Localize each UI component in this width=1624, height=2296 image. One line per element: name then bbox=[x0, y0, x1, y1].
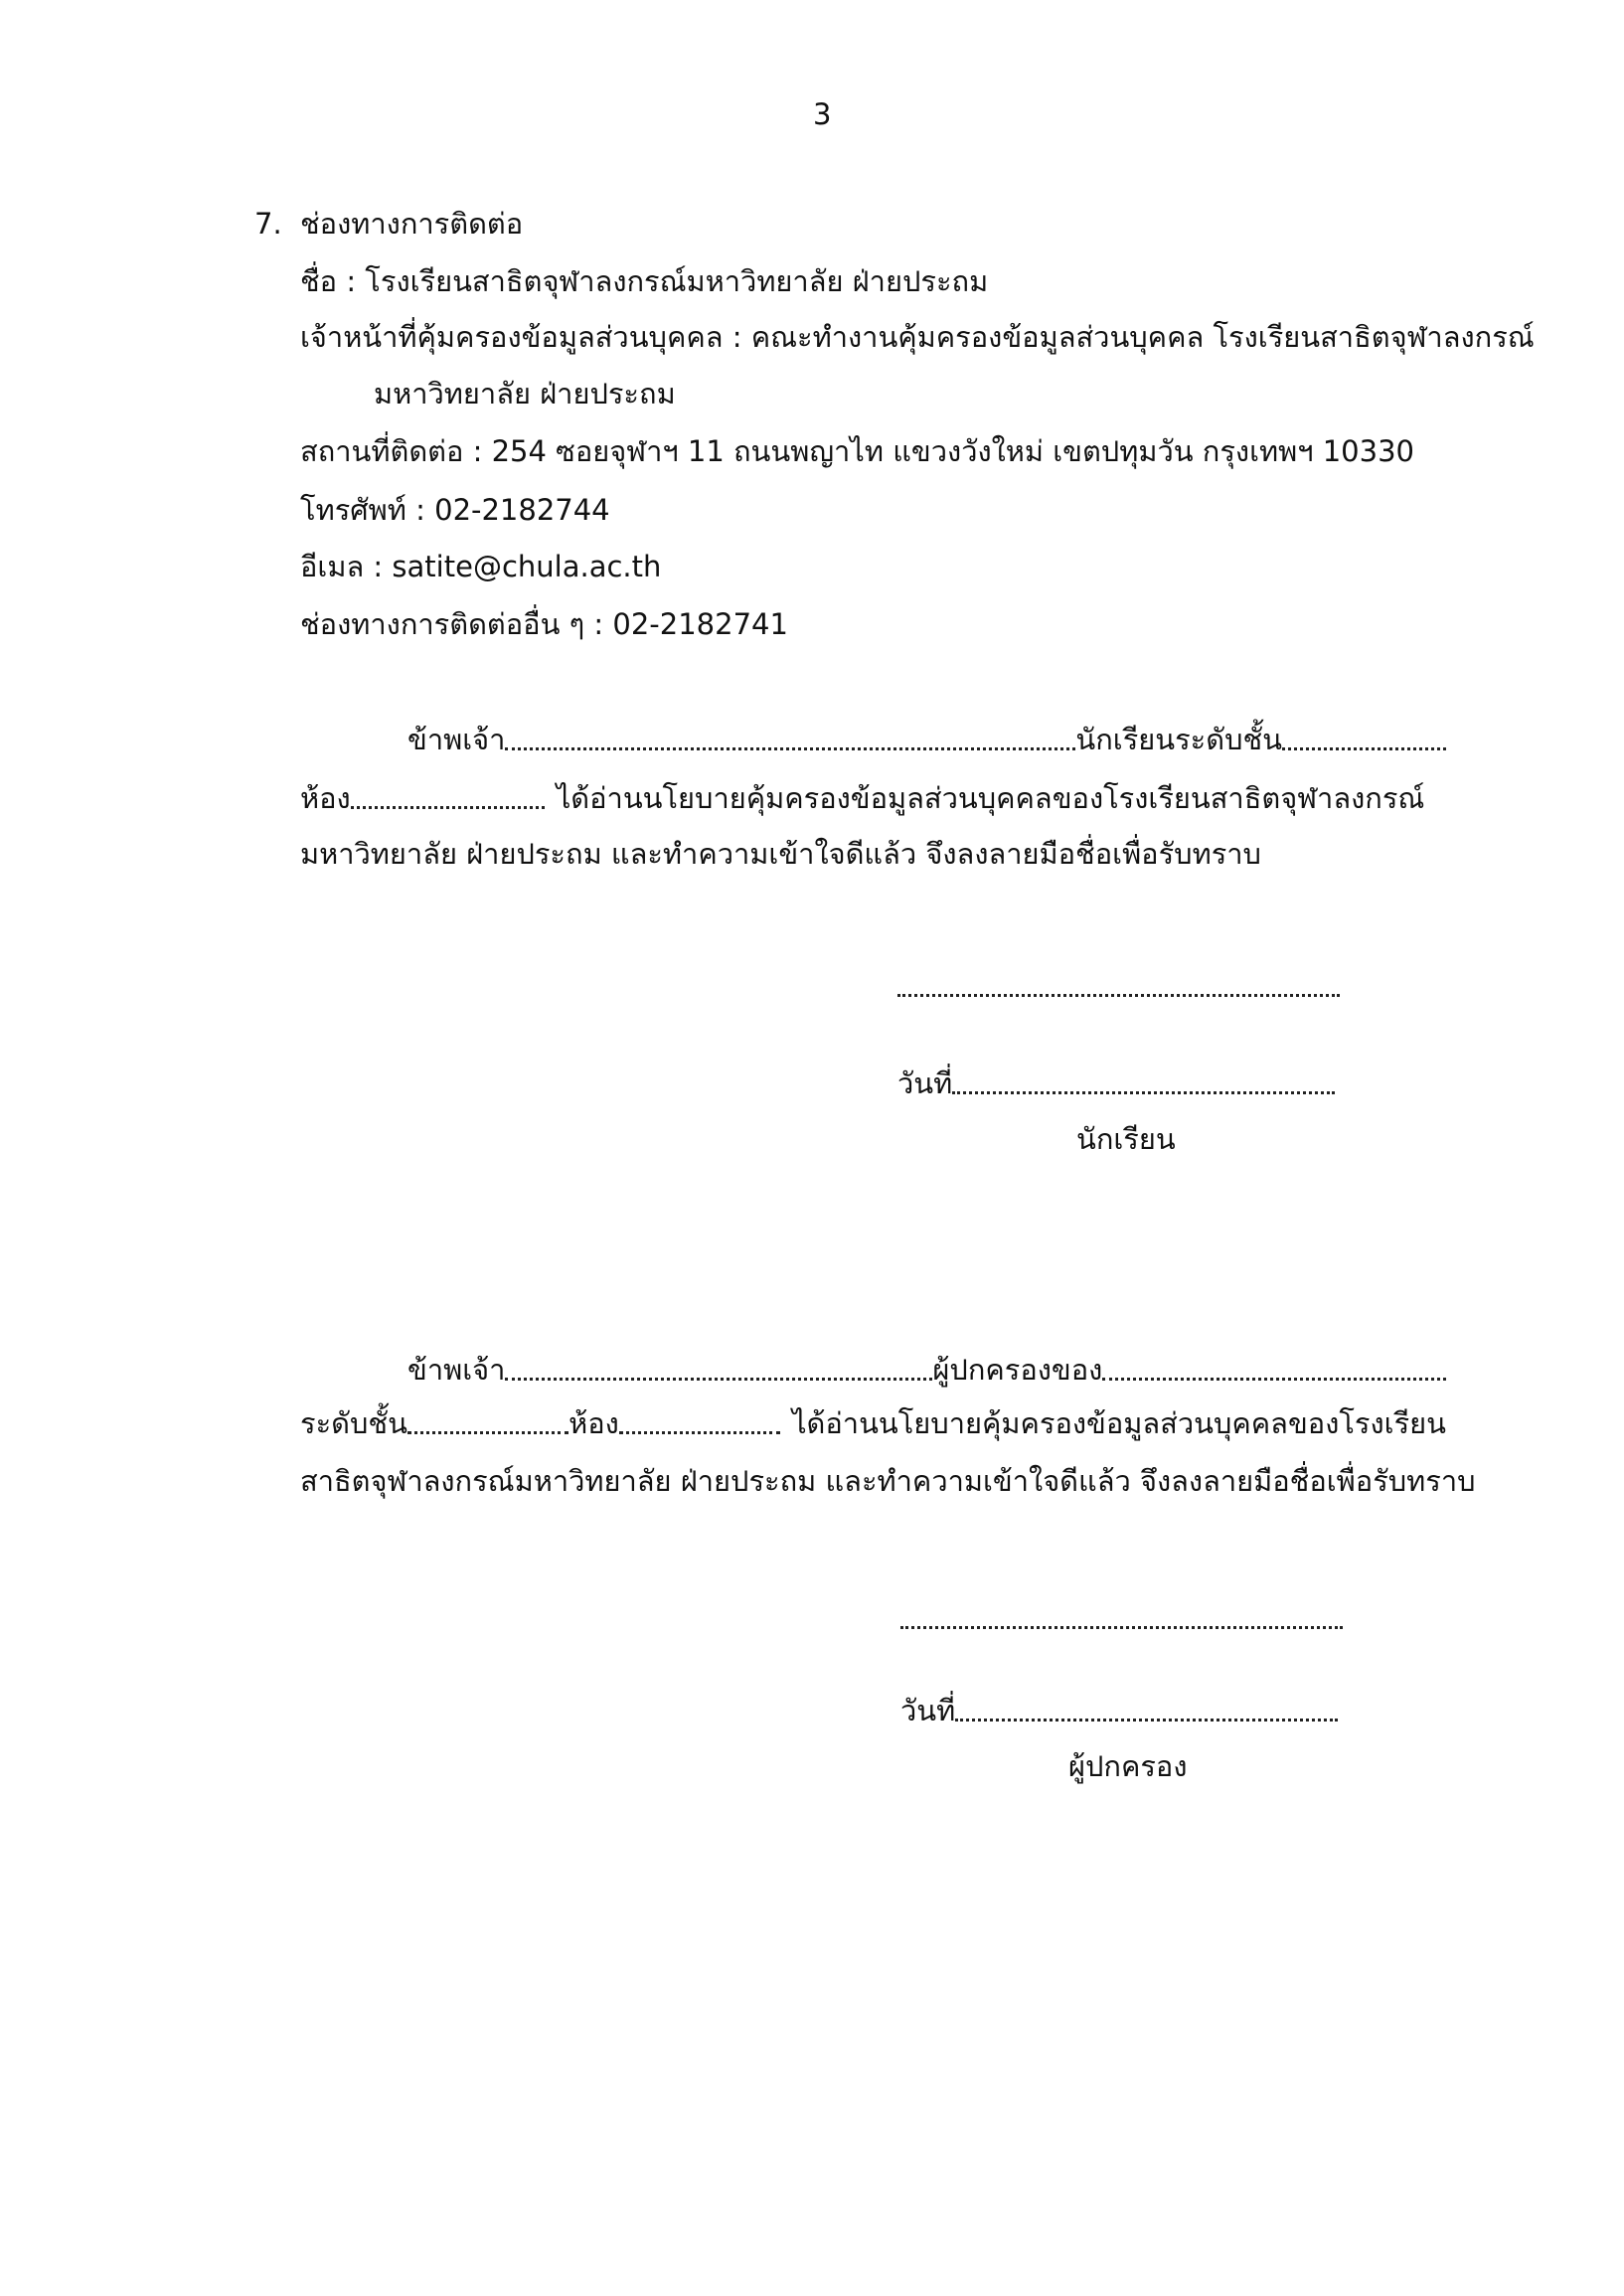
ack-text-cont: สาธิตจุฬาลงกรณ์มหาวิทยาลัย ฝ่ายประถม และทำความเข้าใจดีแล้ว จึงลงลายมือชื่อเพื่อรับทราบ bbox=[300, 1464, 1476, 1498]
date-label: วันที่ bbox=[900, 1694, 956, 1727]
student-date-field[interactable] bbox=[952, 1091, 1335, 1094]
guardian-of-label: ผู้ปกครองของ bbox=[932, 1353, 1103, 1387]
section-heading: ช่องทางการติดต่อ bbox=[300, 207, 524, 241]
ack-text-cont: มหาวิทยาลัย ฝ่ายประถม และทำความเข้าใจดีแล้ว จึงลงลายมือชื่อเพื่อรับทราบ bbox=[300, 837, 1261, 871]
contact-name: ชื่อ : โรงเรียนสาธิตจุฬาลงกรณ์มหาวิทยาลัย ฝ่ายประถม bbox=[300, 264, 989, 298]
contact-other: ช่องทางการติดต่ออื่น ๆ : 02-2182741 bbox=[300, 607, 788, 641]
contact-phone: โทรศัพท์ : 02-2182744 bbox=[300, 493, 610, 527]
section-number: 7. bbox=[254, 207, 282, 241]
contact-officer-cont: มหาวิทยาลัย ฝ่ายประถม bbox=[374, 377, 676, 410]
signer-role: ผู้ปกครอง bbox=[1068, 1749, 1188, 1783]
room-label: ห้อง bbox=[300, 781, 351, 815]
level-label: ระดับชั้น bbox=[300, 1406, 407, 1440]
i-label: ข้าพเจ้า bbox=[407, 1353, 506, 1387]
parent-name-field[interactable] bbox=[505, 1378, 932, 1381]
contact-officer: เจ้าหน้าที่คุ้มครองข้อมูลส่วนบุคคล : คณะทำงานคุ้มครองข้อมูลส่วนบุคคล โรงเรียนสาธิตจุฬาลงกรณ์ bbox=[300, 320, 1535, 354]
date-label: วันที่ bbox=[897, 1066, 953, 1100]
level-label: นักเรียนระดับชั้น bbox=[1075, 723, 1282, 756]
i-label: ข้าพเจ้า bbox=[407, 723, 506, 756]
signer-role: นักเรียน bbox=[1076, 1122, 1176, 1156]
room-label: ห้อง bbox=[568, 1406, 619, 1440]
contact-email: อีเมล : satite@chula.ac.th bbox=[300, 550, 662, 583]
student-level-field[interactable] bbox=[1282, 747, 1446, 750]
child-name-field[interactable] bbox=[1102, 1378, 1446, 1381]
ack-text: ได้อ่านนโยบายคุ้มครองข้อมูลส่วนบุคคลของโรงเรียน bbox=[791, 1406, 1446, 1440]
student-name-field[interactable] bbox=[505, 747, 1075, 750]
child-room-field[interactable] bbox=[619, 1431, 780, 1434]
ack-text: ได้อ่านนโยบายคุ้มครองข้อมูลส่วนบุคคลของโรงเรียนสาธิตจุฬาลงกรณ์ bbox=[556, 781, 1425, 815]
student-signature-field[interactable] bbox=[897, 994, 1340, 997]
parent-signature-field[interactable] bbox=[900, 1626, 1343, 1629]
child-level-field[interactable] bbox=[407, 1431, 568, 1434]
parent-date-field[interactable] bbox=[955, 1719, 1338, 1722]
page-number: 3 bbox=[813, 97, 832, 131]
student-room-field[interactable] bbox=[351, 806, 545, 809]
contact-address: สถานที่ติดต่อ : 254 ซอยจุฬาฯ 11 ถนนพญาไท แขวงวังใหม่ เขตปทุมวัน กรุงเทพฯ 10330 bbox=[300, 434, 1414, 468]
